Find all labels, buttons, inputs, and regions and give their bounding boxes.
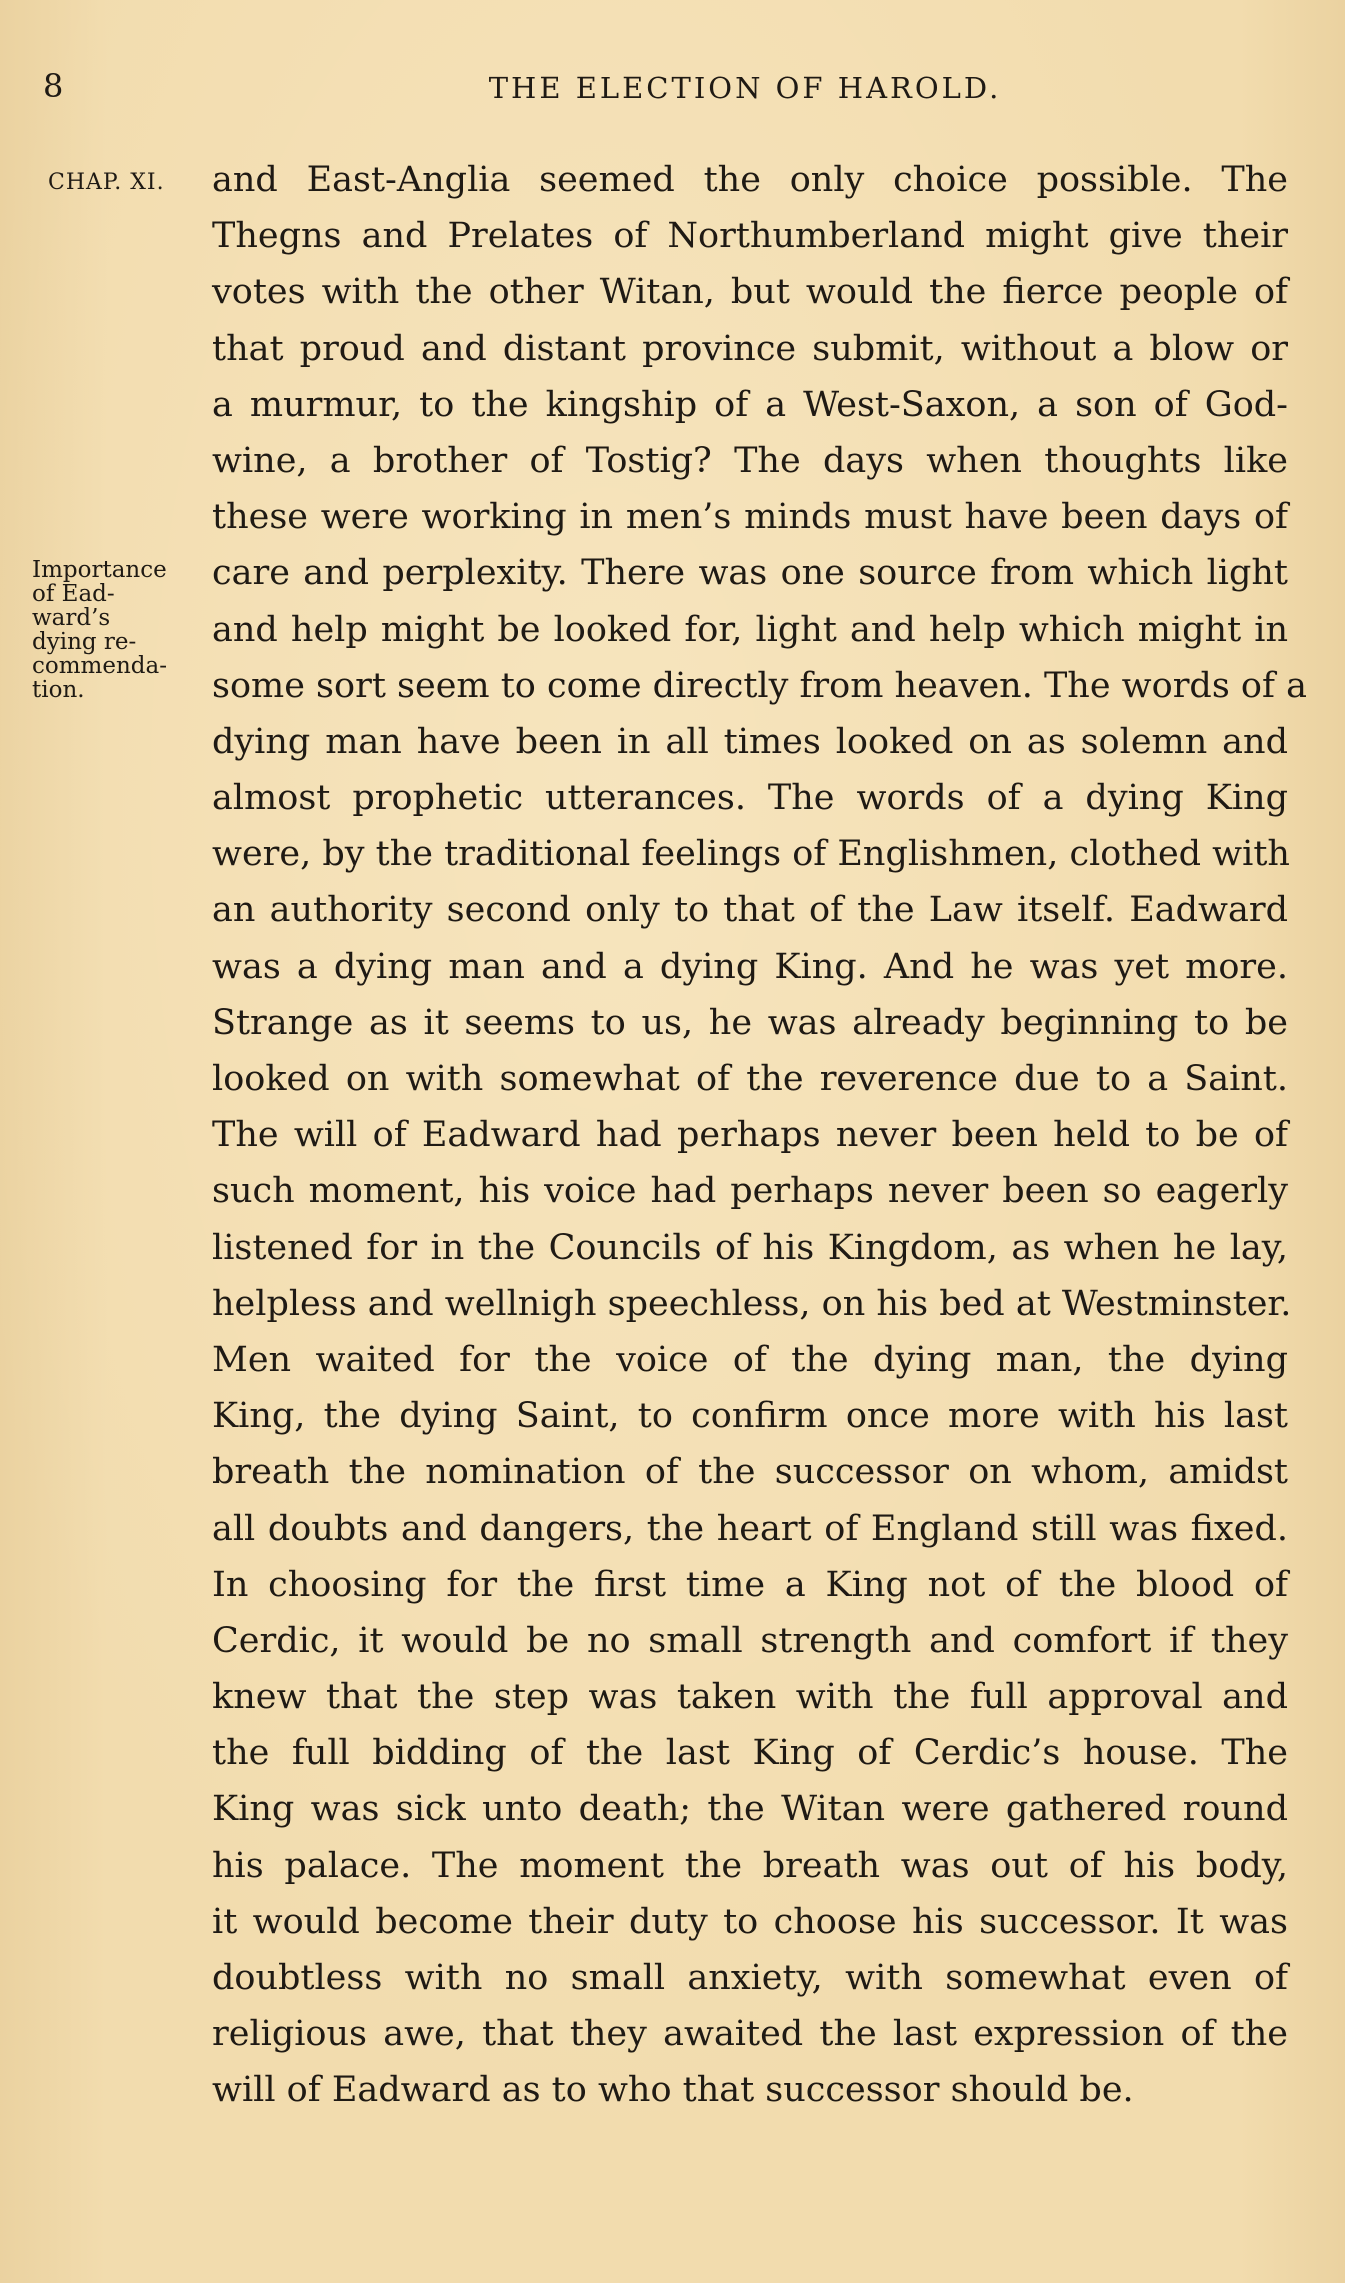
text-line: these were working in men’s minds must have been days of [212,497,1288,538]
body-text [212,152,1307,2119]
text-line: breath the nomination of the successor on whom, amidst [212,1452,1288,1493]
text-line: all doubts and dangers, the heart of England still was fixed. [212,1508,1288,1549]
text-line: was a dying man and a dying King. And he was yet more. [212,946,1288,987]
text-line: knew that the step was taken with the full approval and [212,1677,1288,1718]
text-line: Cerdic, it would be no small strength and comfort if they [212,1620,1288,1661]
text-line: and help might be looked for, light and help which might in [212,609,1288,650]
chapter-label: CHAP. XI. [48,170,165,195]
text-line: religious awe, that they awaited the last expression of the [212,2014,1288,2055]
text-line: listened for in the Councils of his Kingdom, as when he lay, [212,1227,1288,1268]
text-line: The will of Eadward had perhaps never been held to be of [212,1115,1288,1156]
text-line: care and perplexity. There was one source from which light [212,553,1288,594]
text-line: Strange as it seems to us, he was already beginning to be [212,1002,1288,1043]
text-line: helpless and wellnigh speechless, on his bed at Westminster. [212,1283,1292,1324]
sidenote-line: Importance [32,557,167,583]
text-line: dying man have been in all times looked on as solemn and [212,721,1288,762]
text-line: looked on with somewhat of the reverence due to a Saint. [212,1059,1288,1099]
text-line: such moment, his voice had perhaps never been so eagerly [212,1171,1288,1212]
text-line: his palace. The moment the breath was out of his body, [212,1845,1288,1886]
text-line: votes with the other Witan, but would the fierce people of [212,272,1288,313]
text-line: will of Eadward as to who that successor should be. [212,2070,1134,2111]
text-line: In choosing for the first time a King not of the blood of [212,1564,1288,1605]
sidenote-line: dying re- [32,629,137,655]
running-title: THE ELECTION OF HAROLD. [488,71,1002,105]
sidenote-line: of Ead- [32,581,115,607]
sidenote-line: ward’s [32,605,111,631]
text-line: an authority second only to that of the Law itself. Eadward [212,890,1288,931]
text-line: King, the dying Saint, to confirm once more with his last [212,1396,1288,1437]
text-line: and East-Anglia seemed the only choice possible. The [212,160,1288,200]
text-line: a murmur, to the kingship of a West-Saxon, a son of God- [212,384,1288,425]
page-header [0,66,1345,106]
text-line: the full bidding of the last King of Cerdic’s house. The [212,1733,1288,1774]
text-line: almost prophetic utterances. The words of a dying King [212,778,1288,819]
page-number: 8 [43,67,64,105]
text-line: Men waited for the voice of the dying man, the dying [212,1339,1288,1380]
sidenote-line: tion. [32,677,85,703]
text-line: were, by the traditional feelings of Englishmen, clothed with [212,834,1290,875]
text-line: doubtless with no small anxiety, with somewhat even of [212,1958,1288,1998]
text-line: it would become their duty to choose his successor. It was [212,1901,1288,1942]
text-line: wine, a brother of Tostig? The days when thoughts like [212,440,1288,481]
text-line: some sort seem to come directly from heaven. The words of a [212,665,1307,706]
text-line: Thegns and Prelates of Northumberland might give their [212,216,1288,257]
margin-sidenote [32,558,207,702]
text-line: King was sick unto death; the Witan were gathered round [212,1789,1288,1830]
text-line: that proud and distant province submit, without a blow or [212,328,1288,369]
sidenote-line: commenda- [32,653,167,679]
